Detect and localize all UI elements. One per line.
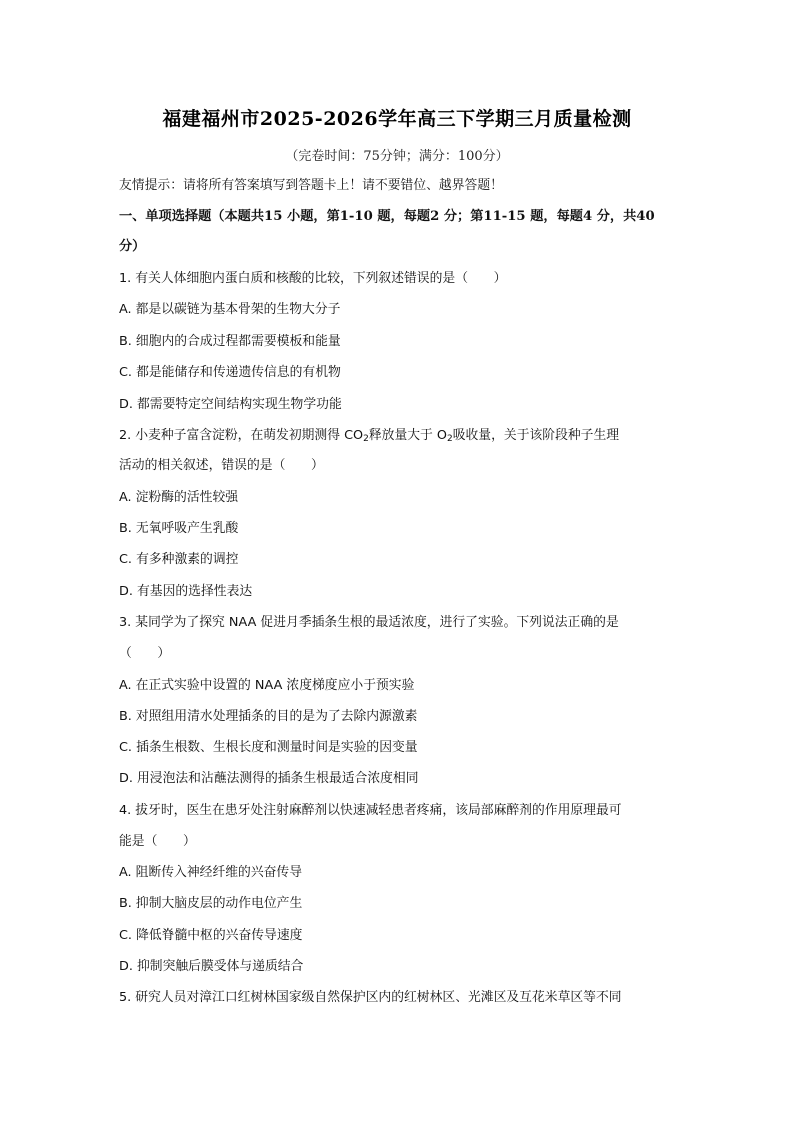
question-2-option-a: A. 淀粉酶的活性较强 (119, 490, 239, 505)
question-4-stem: 4. 拔牙时，医生在患牙处注射麻醉剂以快速减轻患者疼痛，该局部麻醉剂的作用原理最可 (119, 803, 622, 818)
question-2-stem-post: 吸收量，关于该阶段种子生理 (452, 428, 620, 443)
question-3-option-a: A. 在正式实验中设置的 NAA 浓度梯度应小于预实验 (119, 678, 415, 693)
question-2-option-d: D. 有基因的选择性表达 (119, 584, 253, 599)
question-2-option-b: B. 无氧呼吸产生乳酸 (119, 521, 239, 536)
question-1-option-b: B. 细胞内的合成过程都需要模板和能量 (119, 334, 341, 349)
question-3-option-d: D. 用浸泡法和沾蘸法测得的插条生根最适合浓度相同 (119, 771, 419, 786)
question-4-option-c: C. 降低脊髓中枢的兴奋传导速度 (119, 928, 303, 943)
section-heading: 一、单项选择题（本题共15 小题，第1-10 题，每题2 分；第11-15 题，每题4 分，共40 (119, 209, 655, 224)
o2-subscript: 2 (446, 434, 453, 444)
question-1-option-a: A. 都是以碳链为基本骨架的生物大分子 (119, 302, 341, 317)
question-3-option-c: C. 插条生根数、生根长度和测量时间是实验的因变量 (119, 740, 418, 755)
question-1-stem: 1. 有关人体细胞内蛋白质和核酸的比较，下列叙述错误的是（ ） (119, 271, 507, 286)
question-4-option-b: B. 抑制大脑皮层的动作电位产生 (119, 896, 303, 911)
question-3-option-b: B. 对照组用清水处理插条的目的是为了去除内源激素 (119, 709, 418, 724)
section-heading-continued: 分） (119, 239, 146, 254)
question-4-stem-line2: 能是（ ） (119, 834, 196, 849)
question-2-stem-pre: 2. 小麦种子富含淀粉，在萌发初期测得 CO (119, 428, 364, 443)
question-5-stem: 5. 研究人员对漳江口红树林国家级自然保护区内的红树林区、光滩区及互花米草区等不同 (119, 990, 622, 1005)
reminder-text: 友情提示：请将所有答案填写到答题卡上！请不要错位、越界答题！ (119, 178, 503, 193)
question-2-stem-mid: 释放量大于 O (368, 428, 447, 443)
question-4-option-d: D. 抑制突触后膜受体与递质结合 (119, 959, 304, 974)
question-1-option-d: D. 都需要特定空间结构实现生物学功能 (119, 397, 342, 412)
question-4-option-a: A. 阻断传入神经纤维的兴奋传导 (119, 865, 303, 880)
question-3-stem-line2: （ ） (119, 646, 171, 661)
question-1-option-c: C. 都是能储存和传递遗传信息的有机物 (119, 365, 341, 380)
co2-subscript: 2 (363, 434, 369, 444)
exam-info: （完卷时间：75分钟；满分：100分） (285, 149, 509, 164)
document-title: 福建福州市2025-2026学年高三下学期三月质量检测 (162, 108, 632, 130)
question-2-stem-line2: 活动的相关叙述，错误的是（ ） (119, 458, 324, 473)
question-3-stem: 3. 某同学为了探究 NAA 促进月季插条生根的最适浓度，进行了实验。下列说法正确的是 (119, 615, 619, 630)
question-2-option-c: C. 有多种激素的调控 (119, 552, 239, 567)
question-2-stem (119, 427, 679, 445)
